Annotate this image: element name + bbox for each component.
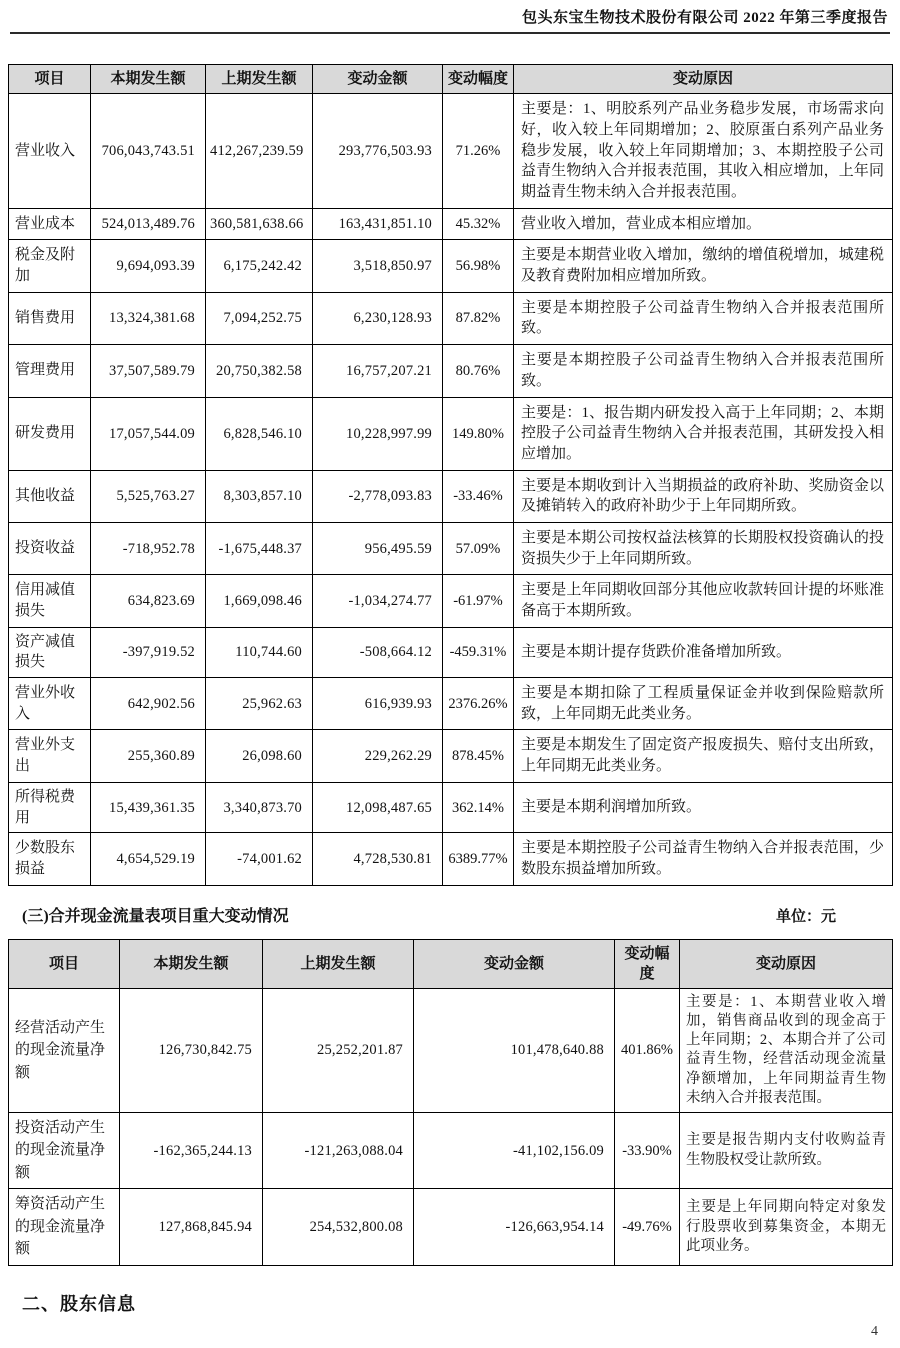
cell-change-percent: 149.80%: [443, 397, 514, 470]
cell-change-reason: 主要是本期计提存货跌价准备增加所致。: [514, 627, 893, 677]
table-row: [9, 833, 893, 885]
cell-prior-amount: 6,175,242.42: [206, 240, 313, 292]
table-row: [9, 730, 893, 782]
cell-change-reason: 主要是本期公司按权益法核算的长期股权投资确认的投资损失少于上年同期所致。: [514, 522, 893, 574]
column-header-change: 变动金额: [313, 65, 443, 94]
cell-change-amount: 956,495.59: [313, 522, 443, 574]
column-header-change: 变动金额: [414, 939, 615, 989]
table-row: [9, 678, 893, 730]
cell-change-amount: -41,102,156.09: [414, 1112, 615, 1189]
cell-current-amount: -397,919.52: [91, 627, 206, 677]
cell-change-percent: 6389.77%: [443, 833, 514, 885]
cell-change-reason: 主要是本期扣除了工程质量保证金并收到保险赔款所致，上年同期无此类业务。: [514, 678, 893, 730]
cell-change-percent: -49.76%: [615, 1189, 680, 1266]
cell-prior-amount: 110,744.60: [206, 627, 313, 677]
cell-change-percent: 80.76%: [443, 345, 514, 397]
cell-current-amount: 4,654,529.19: [91, 833, 206, 885]
cell-change-percent: 57.09%: [443, 522, 514, 574]
page-number: 4: [871, 1324, 878, 1339]
cell-change-amount: -126,663,954.14: [414, 1189, 615, 1266]
cell-prior-amount: 412,267,239.59: [206, 94, 313, 208]
cell-current-amount: 642,902.56: [91, 678, 206, 730]
table-row: [9, 240, 893, 292]
cell-item: 信用减值损失: [9, 575, 91, 627]
unit-label: 单位：元: [775, 908, 836, 925]
cell-change-reason: 主要是上年同期向特定对象发行股票收到募集资金，本期无此项业务。: [680, 1189, 893, 1266]
cell-change-amount: -1,034,274.77: [313, 575, 443, 627]
cell-item: 少数股东损益: [9, 833, 91, 885]
cell-item: 筹资活动产生的现金流量净额: [9, 1189, 120, 1266]
cashflow-changes-table: [8, 939, 893, 1266]
cell-prior-amount: -121,263,088.04: [263, 1112, 414, 1189]
cell-prior-amount: 3,340,873.70: [206, 782, 313, 832]
cashflow-section-row: [8, 903, 892, 926]
cashflow-section-heading: (三)合并现金流量表项目重大变动情况: [22, 907, 289, 925]
column-header-prior: 上期发生额: [206, 65, 313, 94]
cell-change-amount: 163,431,851.10: [313, 208, 443, 240]
cell-item: 其他收益: [9, 470, 91, 522]
cell-item: 经营活动产生的现金流量净额: [9, 989, 120, 1113]
cell-prior-amount: 1,669,098.46: [206, 575, 313, 627]
cell-item: 税金及附加: [9, 240, 91, 292]
table-row: [9, 1189, 893, 1266]
cell-item: 研发费用: [9, 397, 91, 470]
column-header-pct: 变动幅度: [615, 939, 680, 989]
cell-current-amount: -718,952.78: [91, 522, 206, 574]
column-header-pct: 变动幅度: [443, 65, 514, 94]
cell-change-reason: 主要是上年同期收回部分其他应收款转回计提的坏账准备高于本期所致。: [514, 575, 893, 627]
table-row: [9, 782, 893, 832]
table-row: [9, 575, 893, 627]
cell-change-amount: 616,939.93: [313, 678, 443, 730]
cell-change-amount: 229,262.29: [313, 730, 443, 782]
column-header-item: 项目: [9, 939, 120, 989]
cell-change-amount: 16,757,207.21: [313, 345, 443, 397]
cell-prior-amount: 25,252,201.87: [263, 989, 414, 1113]
cell-change-amount: 101,478,640.88: [414, 989, 615, 1113]
column-header-current: 本期发生额: [91, 65, 206, 94]
cell-change-percent: 87.82%: [443, 292, 514, 344]
cell-change-amount: -2,778,093.83: [313, 470, 443, 522]
cell-current-amount: 9,694,093.39: [91, 240, 206, 292]
cell-change-amount: 12,098,487.65: [313, 782, 443, 832]
table-row: [9, 94, 893, 208]
cell-current-amount: 127,868,845.94: [120, 1189, 263, 1266]
cell-change-percent: 2376.26%: [443, 678, 514, 730]
cell-change-reason: 主要是：1、明胶系列产品业务稳步发展，市场需求向好，收入较上年同期增加；2、胶原蛋白系列产品业务稳步发展，收入较上年同期增加；3、本期控股子公司益青生物纳入合并报表范围，其收入相应增加，上年同期益青生物未纳入合并报表范围。: [514, 94, 893, 208]
cell-current-amount: 706,043,743.51: [91, 94, 206, 208]
cell-change-percent: -33.90%: [615, 1112, 680, 1189]
cell-change-reason: 主要是本期发生了固定资产报废损失、赔付支出所致，上年同期无此类业务。: [514, 730, 893, 782]
cell-current-amount: 255,360.89: [91, 730, 206, 782]
cell-item: 营业外收入: [9, 678, 91, 730]
cell-change-reason: 主要是本期收到计入当期损益的政府补助、奖励资金以及摊销转入的政府补助少于上年同期所致。: [514, 470, 893, 522]
cell-change-percent: -33.46%: [443, 470, 514, 522]
cell-item: 所得税费用: [9, 782, 91, 832]
table-row: [9, 1112, 893, 1189]
cell-prior-amount: 6,828,546.10: [206, 397, 313, 470]
cell-change-percent: 362.14%: [443, 782, 514, 832]
document-header-title: 包头东宝生物技术股份有限公司 2022 年第三季度报告: [10, 5, 890, 34]
table-header-row: [9, 939, 893, 989]
cell-change-percent: 45.32%: [443, 208, 514, 240]
cell-prior-amount: 360,581,638.66: [206, 208, 313, 240]
cell-change-amount: 6,230,128.93: [313, 292, 443, 344]
table-row: [9, 292, 893, 344]
cell-change-percent: 56.98%: [443, 240, 514, 292]
cell-change-amount: 3,518,850.97: [313, 240, 443, 292]
cell-change-amount: 4,728,530.81: [313, 833, 443, 885]
cell-prior-amount: 7,094,252.75: [206, 292, 313, 344]
cell-change-percent: 878.45%: [443, 730, 514, 782]
table-row: [9, 345, 893, 397]
cell-item: 销售费用: [9, 292, 91, 344]
cell-change-reason: 主要是本期利润增加所致。: [514, 782, 893, 832]
cell-change-amount: 10,228,997.99: [313, 397, 443, 470]
cell-prior-amount: -1,675,448.37: [206, 522, 313, 574]
cell-change-reason: 主要是本期控股子公司益青生物纳入合并报表范围所致。: [514, 345, 893, 397]
cell-prior-amount: 25,962.63: [206, 678, 313, 730]
cell-current-amount: 13,324,381.68: [91, 292, 206, 344]
cell-current-amount: -162,365,244.13: [120, 1112, 263, 1189]
column-header-reason: 变动原因: [680, 939, 893, 989]
table-header-row: [9, 65, 893, 94]
cell-change-percent: 401.86%: [615, 989, 680, 1113]
cell-item: 管理费用: [9, 345, 91, 397]
table-row: [9, 989, 893, 1113]
cell-change-percent: -61.97%: [443, 575, 514, 627]
cell-change-reason: 主要是：1、本期营业收入增加，销售商品收到的现金高于上年同期；2、本期合并了公司益青生物，经营活动现金流量净额增加，上年同期益青生物未纳入合并报表范围。: [680, 989, 893, 1113]
cell-item: 资产减值损失: [9, 627, 91, 677]
cell-item: 投资收益: [9, 522, 91, 574]
table-row: [9, 470, 893, 522]
cell-current-amount: 634,823.69: [91, 575, 206, 627]
cell-prior-amount: 254,532,800.08: [263, 1189, 414, 1266]
cell-item: 营业成本: [9, 208, 91, 240]
cell-change-reason: 主要是：1、报告期内研发投入高于上年同期；2、本期控股子公司益青生物纳入合并报表范围，其研发投入相应增加。: [514, 397, 893, 470]
cell-change-percent: -459.31%: [443, 627, 514, 677]
cell-current-amount: 5,525,763.27: [91, 470, 206, 522]
shareholders-section-heading: 二、股东信息: [22, 1293, 136, 1314]
income-statement-changes-table: [8, 64, 893, 886]
table-row: [9, 627, 893, 677]
cell-change-reason: 主要是报告期内支付收购益青生物股权受让款所致。: [680, 1112, 893, 1189]
cell-current-amount: 17,057,544.09: [91, 397, 206, 470]
cell-current-amount: 126,730,842.75: [120, 989, 263, 1113]
cell-prior-amount: 26,098.60: [206, 730, 313, 782]
cell-prior-amount: 8,303,857.10: [206, 470, 313, 522]
cell-current-amount: 15,439,361.35: [91, 782, 206, 832]
column-header-reason: 变动原因: [514, 65, 893, 94]
cell-change-reason: 主要是本期控股子公司益青生物纳入合并报表范围，少数股东损益增加所致。: [514, 833, 893, 885]
table-row: [9, 397, 893, 470]
cell-change-amount: -508,664.12: [313, 627, 443, 677]
cell-change-reason: 主要是本期营业收入增加，缴纳的增值税增加，城建税及教育费附加相应增加所致。: [514, 240, 893, 292]
cell-prior-amount: -74,001.62: [206, 833, 313, 885]
cell-current-amount: 37,507,589.79: [91, 345, 206, 397]
cell-item: 投资活动产生的现金流量净额: [9, 1112, 120, 1189]
cell-change-amount: 293,776,503.93: [313, 94, 443, 208]
column-header-current: 本期发生额: [120, 939, 263, 989]
cell-prior-amount: 20,750,382.58: [206, 345, 313, 397]
table-row: [9, 522, 893, 574]
cell-change-reason: 营业收入增加，营业成本相应增加。: [514, 208, 893, 240]
cell-change-percent: 71.26%: [443, 94, 514, 208]
cell-current-amount: 524,013,489.76: [91, 208, 206, 240]
cell-item: 营业外支出: [9, 730, 91, 782]
cell-item: 营业收入: [9, 94, 91, 208]
table-row: [9, 208, 893, 240]
column-header-prior: 上期发生额: [263, 939, 414, 989]
cell-change-reason: 主要是本期控股子公司益青生物纳入合并报表范围所致。: [514, 292, 893, 344]
column-header-item: 项目: [9, 65, 91, 94]
